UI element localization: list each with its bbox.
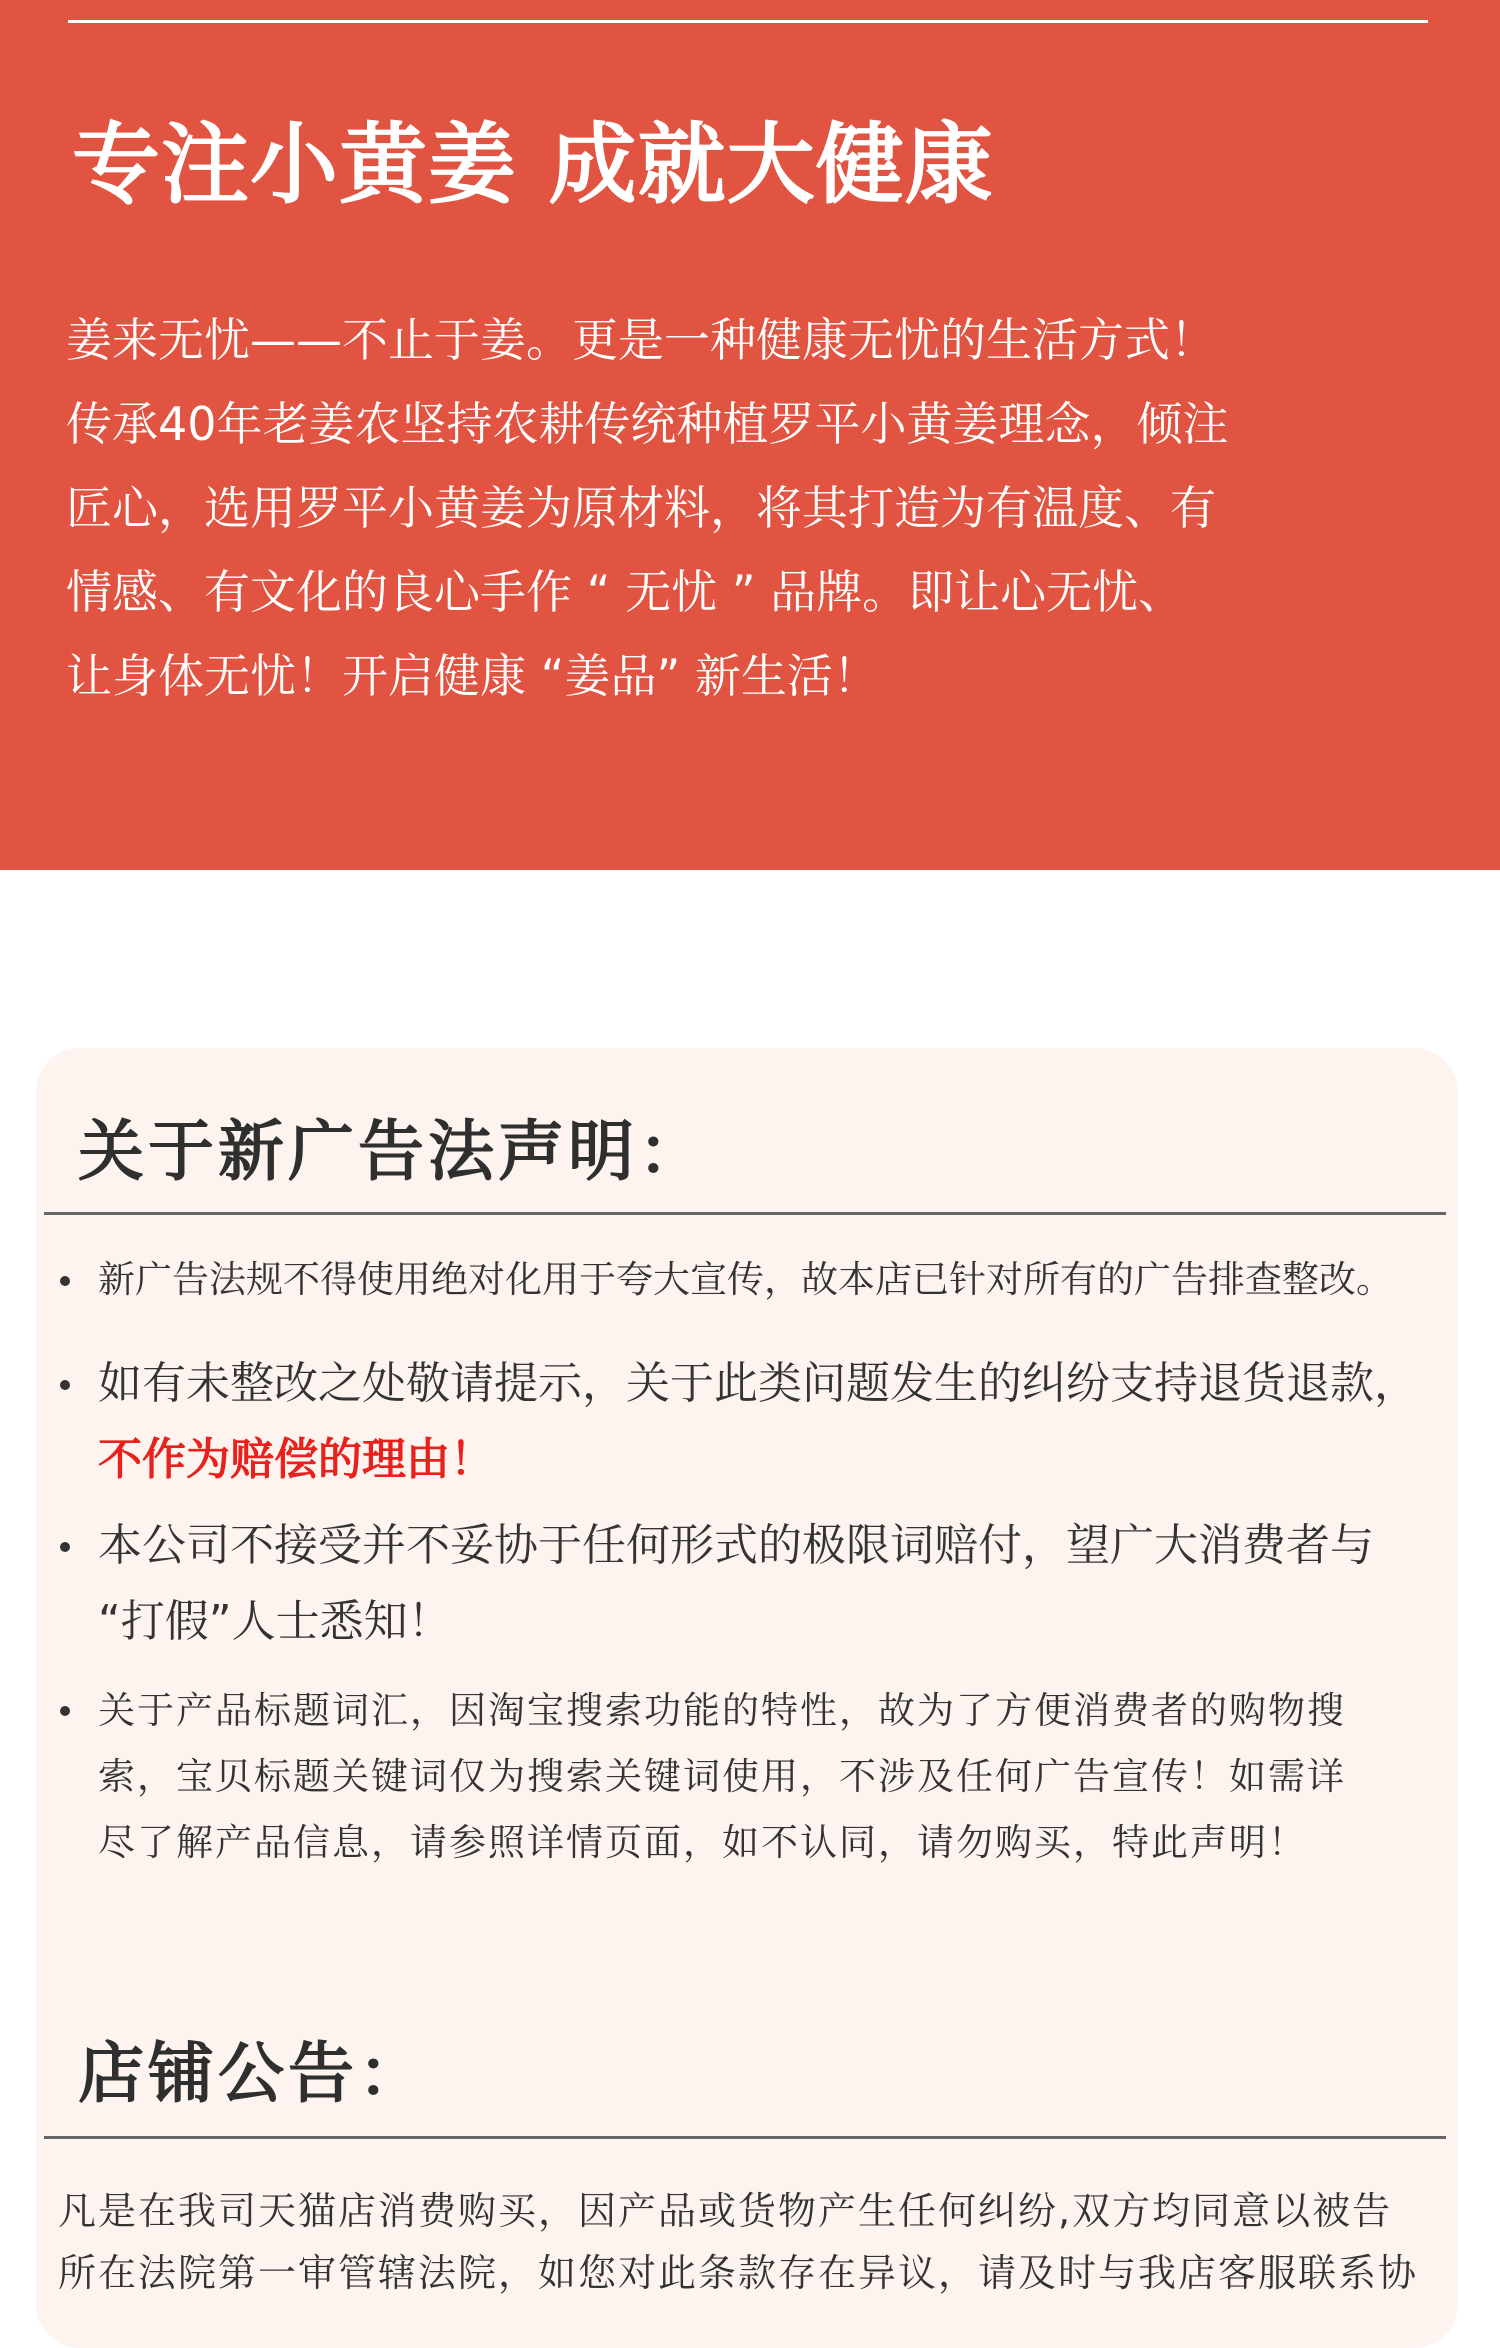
shop-notice-heading: 店铺公告： bbox=[78, 2035, 428, 2112]
list-item-text: 尽了解产品信息，请参照详情页面，如不认同，请勿购买，特此声明！ bbox=[98, 1821, 1307, 1864]
banner-line: 传承40年老姜农坚持农耕传统种植罗平小黄姜理念，倾注 bbox=[66, 397, 1229, 451]
warning-text: 不作为赔偿的理由！ bbox=[98, 1434, 494, 1485]
list-item bbox=[56, 1346, 1456, 1498]
banner-description bbox=[66, 298, 1446, 718]
shop-notice-text bbox=[58, 2180, 1458, 2304]
list-item-text: 如有未整改之处敬请提示，关于此类问题发生的纠纷支持退货退款， bbox=[98, 1358, 1418, 1409]
list-item bbox=[56, 1250, 1456, 1310]
ad-law-list bbox=[56, 1250, 1456, 1876]
list-item-text: 关于产品标题词汇，因淘宝搜索功能的特性，故为了方便消费者的购物搜 bbox=[98, 1689, 1346, 1732]
banner-title: 专注小黄姜 成就大健康 bbox=[72, 113, 994, 216]
brand-banner bbox=[0, 0, 1500, 870]
list-item-text: 索，宝贝标题关键词仅为搜索关键词使用，不涉及任何广告宣传！如需详 bbox=[98, 1755, 1346, 1798]
list-item bbox=[56, 1678, 1456, 1876]
banner-divider bbox=[68, 20, 1428, 23]
ad-law-divider bbox=[44, 1212, 1446, 1215]
ad-law-heading: 关于新广告法声明： bbox=[78, 1113, 708, 1190]
shop-notice-line: 凡是在我司天猫店消费购买，因产品或货物产生任何纠纷,双方均同意以被告 bbox=[58, 2189, 1393, 2233]
shop-notice-line: 所在法院第一审管辖法院，如您对此条款存在异议，请及时与我店客服联系协 bbox=[58, 2251, 1419, 2295]
list-item-text: 本公司不接受并不妥协于任何形式的极限词赔付，望广大消费者与 bbox=[98, 1520, 1374, 1571]
list-item bbox=[56, 1508, 1456, 1660]
banner-line: 让身体无忧！开启健康 “姜品” 新生活！ bbox=[66, 649, 879, 703]
list-item-text: 新广告法规不得使用绝对化用于夸大宣传，故本店已针对所有的广告排查整改。 bbox=[98, 1258, 1393, 1301]
banner-line: 情感、有文化的良心手作 “ 无忧 ” 品牌。即让心无忧、 bbox=[66, 565, 1185, 619]
banner-line: 姜来无忧——不止于姜。更是一种健康无忧的生活方式！ bbox=[66, 313, 1216, 367]
list-item-text: “打假”人士悉知！ bbox=[98, 1596, 452, 1647]
shop-notice-divider bbox=[44, 2136, 1446, 2139]
banner-line: 匠心，选用罗平小黄姜为原材料，将其打造为有温度、有 bbox=[66, 481, 1216, 535]
